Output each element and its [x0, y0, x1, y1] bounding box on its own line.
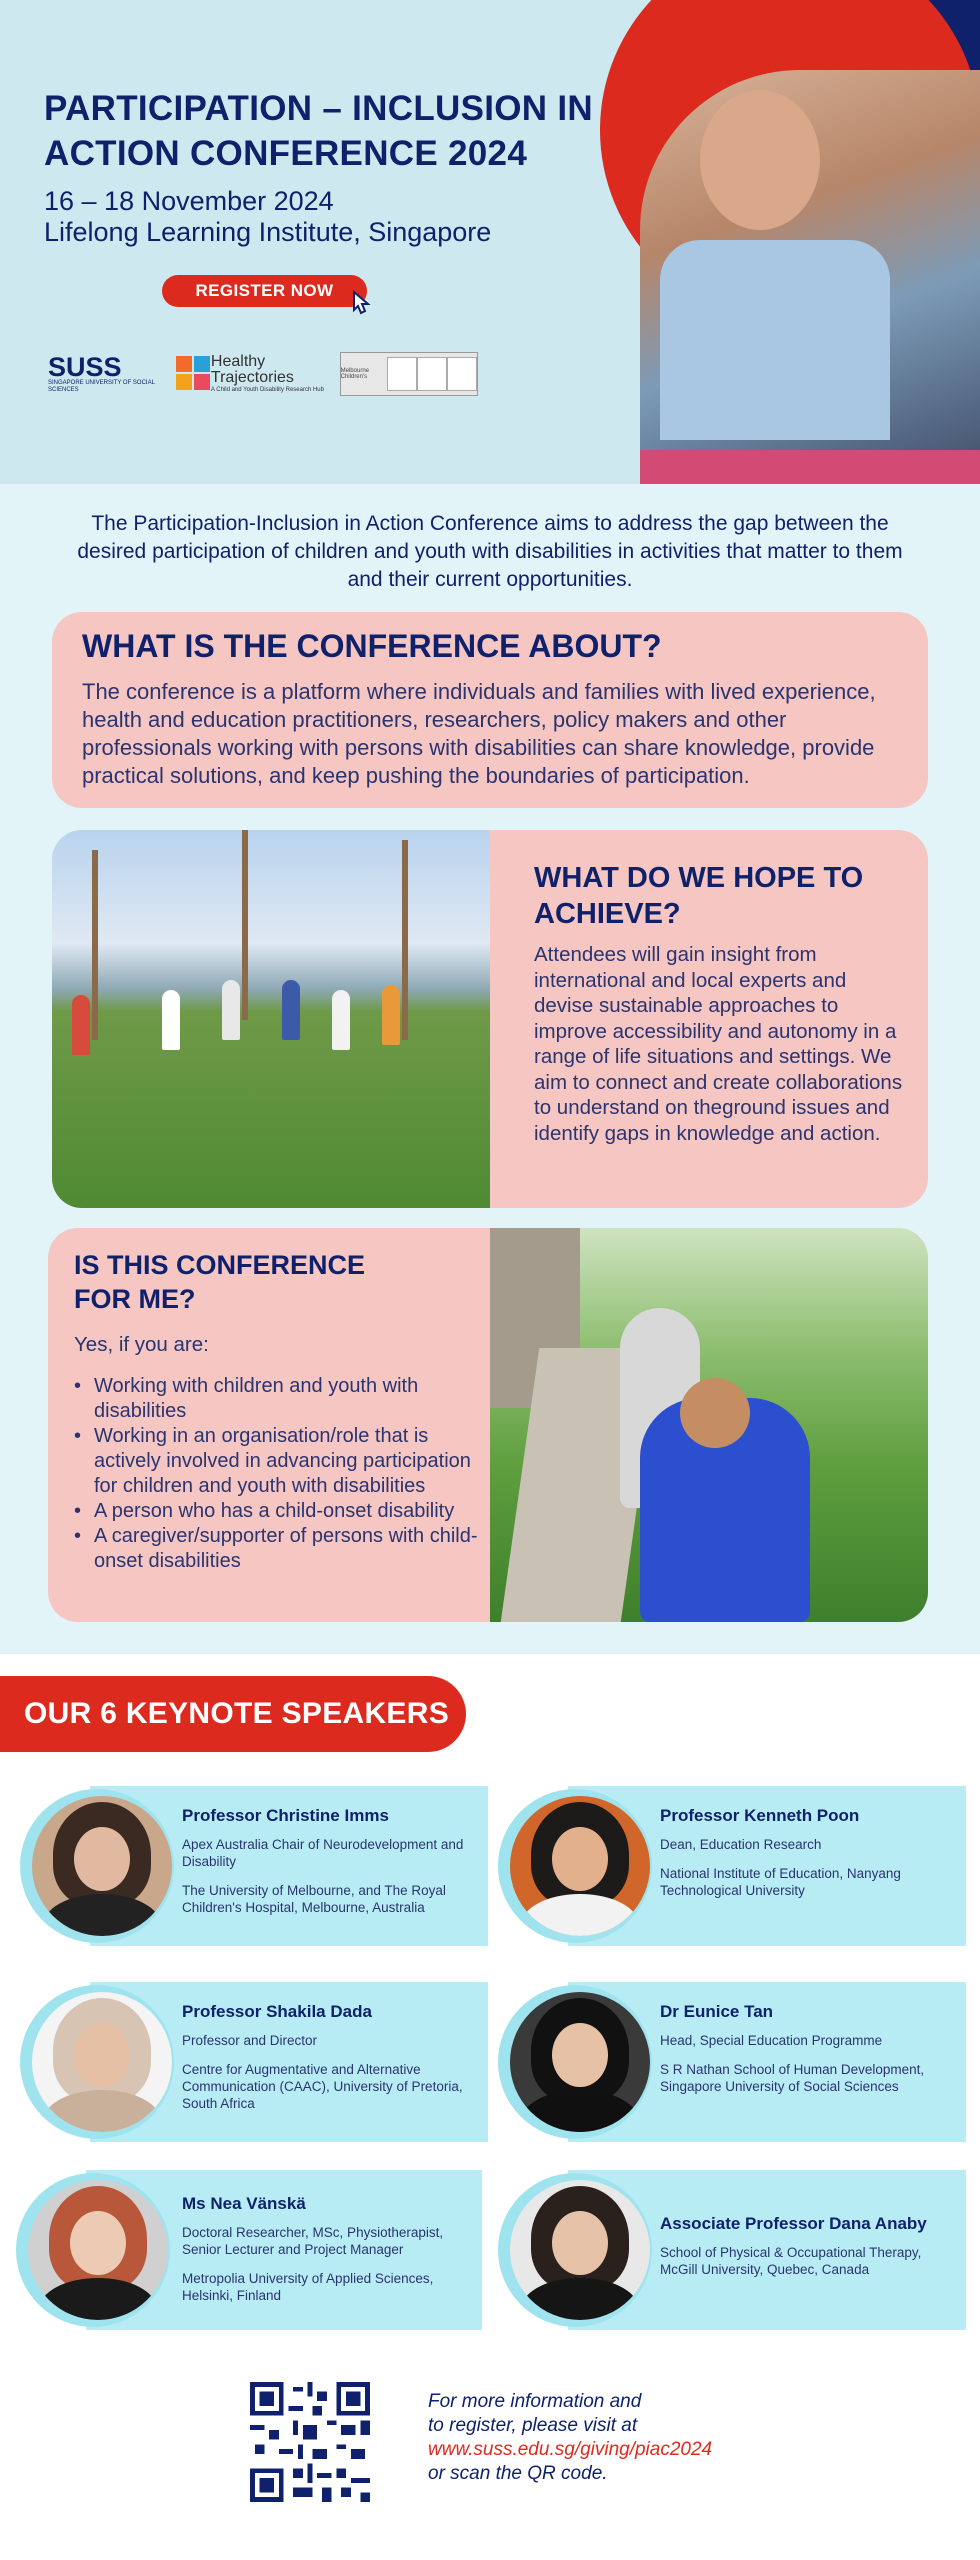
- speaker-card: [90, 1982, 488, 2142]
- park-wheelchair-photo: [490, 1228, 928, 1622]
- register-now-button[interactable]: REGISTER NOW: [162, 275, 367, 307]
- speaker-org: Metropolia University of Applied Sciences, Helsinki, Finland: [182, 2271, 434, 2303]
- speaker-photo: [32, 1796, 172, 1936]
- footer-line: For more information and: [428, 2391, 642, 2412]
- for-me-card: [48, 1228, 928, 1622]
- speaker-name: Professor Kenneth Poon: [660, 1806, 860, 1825]
- partner-logos: [48, 350, 478, 398]
- speaker-org: The University of Melbourne, and The Royal Children's Hospital, Melbourne, Australia: [182, 1883, 446, 1915]
- speaker-name: Professor Christine Imms: [182, 1806, 389, 1825]
- speaker-role: Apex Australia Chair of Neurodevelopment and Disability: [182, 1837, 464, 1869]
- beach-activity-photo: [52, 830, 490, 1208]
- speaker-photo: [510, 1992, 650, 2132]
- speaker-org: National Institute of Education, Nanyang Technological University: [660, 1866, 901, 1898]
- intro-text: The Participation-Inclusion in Action Conference aims to address the gap between the desired participation of children and youth with disabilities in activities that matter to them and their current opportunities.: [77, 512, 903, 591]
- speaker-role: Head, Special Education Programme: [660, 2033, 883, 2048]
- about-body: The conference is a platform where individuals and families with lived experience, health and education practitioners, researchers, policy makers and other professionals working with persons with disabilities can share knowledge, provide practical solutions, and keep pushing the boundaries of participation.: [82, 679, 876, 788]
- footer-info: [428, 2390, 828, 2486]
- footer-line: to register, please visit at: [428, 2415, 638, 2436]
- suss-logo: SUSS SINGAPORE UNIVERSITY OF SOCIAL SCIENCES: [48, 352, 155, 393]
- list-item: • A person who has a child-onset disability: [74, 1499, 494, 1524]
- speaker-photo: [510, 2180, 650, 2320]
- speaker-role: Professor and Director: [182, 2033, 318, 2048]
- speaker-card: [568, 2170, 966, 2330]
- speakers-heading: OUR 6 KEYNOTE SPEAKERS: [0, 1676, 466, 1752]
- speaker-card: [86, 2170, 482, 2330]
- list-item: • Working with children and youth with disabilities: [74, 1374, 494, 1424]
- speaker-role: Doctoral Researcher, MSc, Physiotherapist, Senior Lecturer and Project Manager: [182, 2225, 444, 2257]
- speaker-name: Ms Nea Vänskä: [182, 2194, 306, 2213]
- speaker-photo: [32, 1992, 172, 2132]
- speaker-photo: [510, 1796, 650, 1936]
- speaker-org: Centre for Augmentative and Alternative Communication (CAAC), University of Pretoria, South Africa: [182, 2062, 463, 2111]
- melbourne-childrens-logo: Melbourne Children's: [340, 352, 478, 396]
- speaker-photo: [28, 2180, 168, 2320]
- footer-line: or scan the QR code.: [428, 2463, 608, 2484]
- about-card: [52, 612, 928, 808]
- healthy-trajectories-logo: Healthy Trajectories A Child and Youth Disability Research Hub: [176, 354, 326, 394]
- for-me-heading: IS THIS CONFERENCE FOR ME?: [74, 1250, 366, 1314]
- speaker-name: Associate Professor Dana Anaby: [660, 2214, 927, 2233]
- conference-title: PARTICIPATION – INCLUSION IN ACTION CONFERENCE 2024: [44, 89, 593, 173]
- register-link[interactable]: www.suss.edu.sg/giving/piac2024: [428, 2439, 713, 2460]
- list-item: • Working in an organisation/role that is actively involved in advancing participation for children and youth with disabilities: [74, 1424, 494, 1499]
- hope-heading: WHAT DO WE HOPE TO ACHIEVE?: [534, 862, 864, 930]
- qr-code[interactable]: [250, 2382, 370, 2502]
- conference-date: 16 – 18 November 2024: [44, 186, 334, 216]
- for-me-list: [74, 1374, 494, 1574]
- hero-photo: [640, 70, 980, 484]
- hope-card: [52, 830, 928, 1208]
- speaker-role: Dean, Education Research: [660, 1837, 822, 1852]
- list-item: • A caregiver/supporter of persons with child-onset disabilities: [74, 1524, 494, 1574]
- speaker-name: Professor Shakila Dada: [182, 2002, 372, 2021]
- about-heading: WHAT IS THE CONFERENCE ABOUT?: [82, 628, 662, 664]
- hope-body: Attendees will gain insight from international and local experts and devise sustainable approaches to improve accessibility and autonomy in a range of life situations and settings. We aim to connect and create collaborations to understand on theground issues and identify gaps in knowledge and action.: [534, 943, 903, 1145]
- ht-mark-icon: [176, 356, 205, 392]
- speaker-card: [568, 1786, 966, 1946]
- conference-date-venue: [44, 186, 604, 248]
- speaker-org: S R Nathan School of Human Development, Singapore University of Social Sciences: [660, 2062, 925, 2094]
- for-me-lead: Yes, if you are:: [74, 1333, 209, 1356]
- speaker-card: [90, 1786, 488, 1946]
- conference-venue: Lifelong Learning Institute, Singapore: [44, 217, 492, 247]
- speaker-card: [568, 1982, 966, 2142]
- speaker-name: Dr Eunice Tan: [660, 2002, 774, 2021]
- pointer-hand-icon: [340, 280, 380, 320]
- speaker-role: School of Physical & Occupational Therapy, McGill University, Quebec, Canada: [660, 2245, 922, 2277]
